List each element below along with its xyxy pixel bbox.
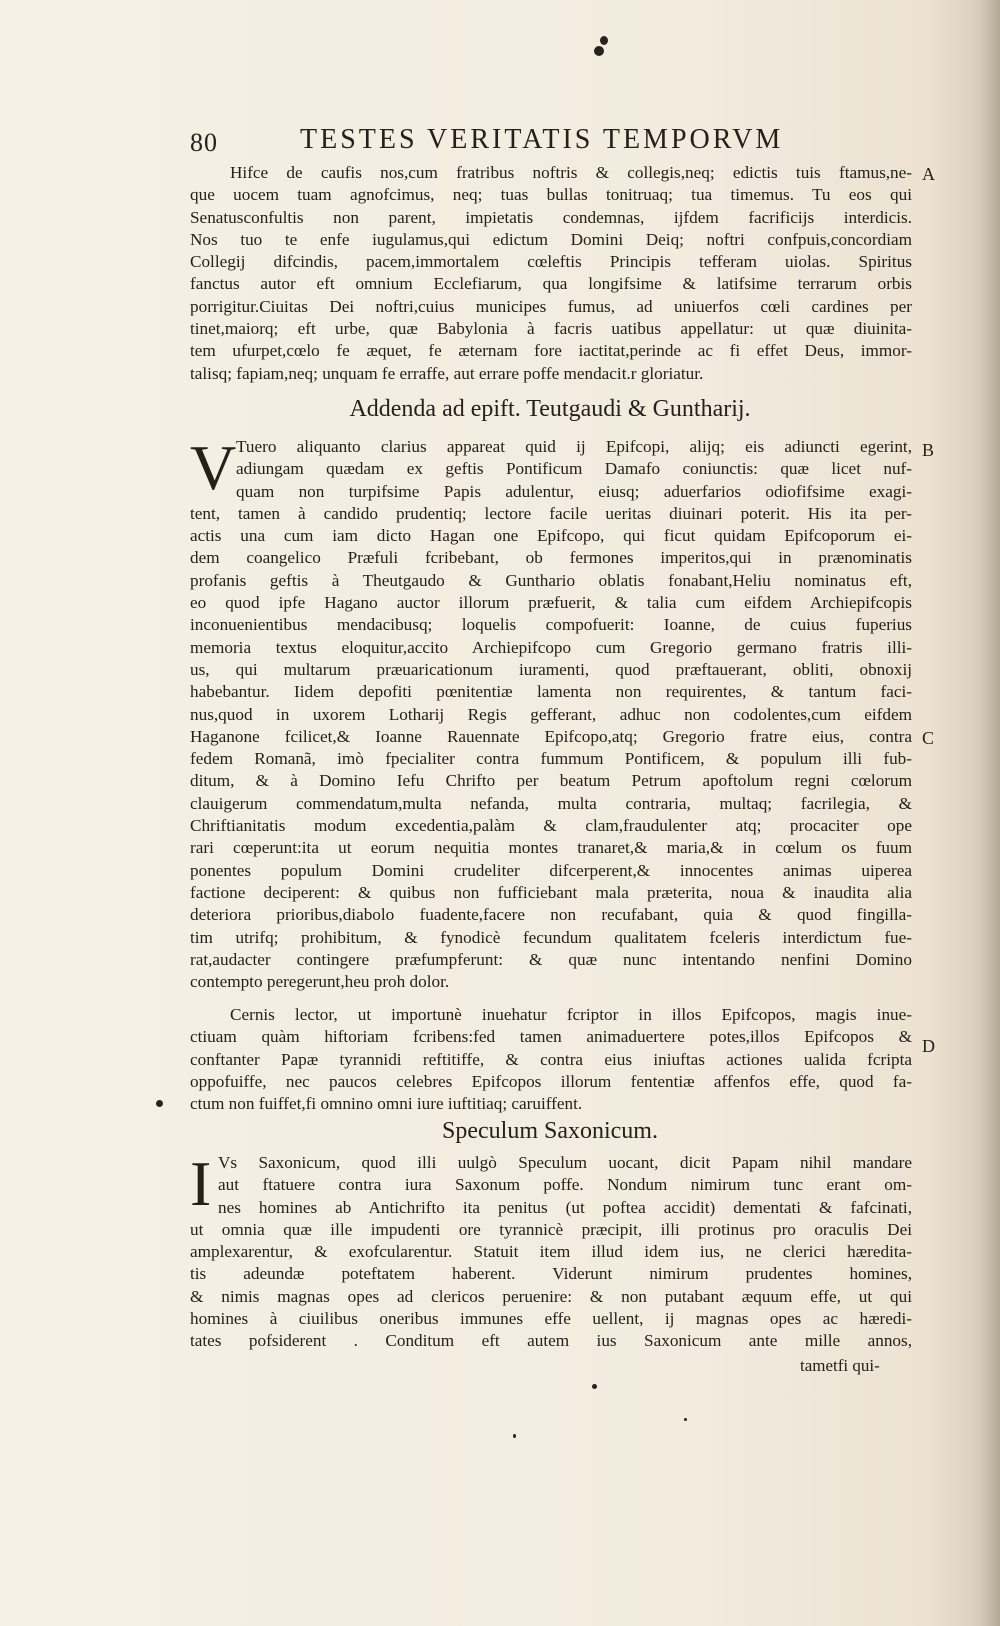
paragraph-2 [190, 432, 912, 993]
text-line: ponentes populum Domini crudeliter difcerperent,& innocentes animas uiperea [190, 860, 912, 880]
text-line: & nimis magnas opes ad clericos peruenire: & non putabant æquum effe, ut qui [190, 1286, 912, 1306]
text-line: Nos tuo te enfe iugulamus,qui edictum Domini Deiq; noftri confpuis,concordiam [190, 229, 912, 249]
page-number: 80 [190, 128, 218, 157]
text-line: us, qui multarum præuaricationum iuramenti, quod præftauerant, obliti, obnoxij [190, 659, 912, 679]
margin-letter-a: A [922, 164, 935, 184]
text-line: tem ufurpet,cœlo fe æquet, fe æternam fore iactitat,perinde ac fi effet Deus, immor- [190, 341, 912, 361]
ink-speck [684, 1418, 687, 1421]
text-line: rari cœperunt:ita ut eorum nequitia montes tranaret,& maria,& in cœlum os fuum [190, 838, 912, 858]
text-line: oppofuiffe, nec paucos celebres Epifcopos illorum fententiæ affenfos effe, quod fa- [190, 1071, 912, 1091]
text-line: profanis geftis à Theutgaudo & Gunthario oblatis fonabant,Heliu nominatus eft, [190, 570, 912, 590]
margin-letter-d: D [922, 1036, 935, 1056]
text-line: memoria textus eloquitur,accito Archiepifcopo cum Gregorio germano fratris illi- [190, 637, 912, 657]
text-line: nes homines ab Antichrifto ita penitus (ut poftea accidit) dementati & fafcinati, [218, 1197, 912, 1217]
ink-speck [600, 36, 608, 45]
text-line: adiungam quædam ex geftis Pontificum Damafo coniunctis: quæ licet nuf- [236, 459, 912, 479]
text-line: inconuenientibus mendacibusq; loquelis compofuerit: Ioanne, de cuius fuperius [190, 615, 912, 635]
text-line: conftanter Papæ tyrannidi reftitiffe, & contra eius iniuftas actiones ualida fcripta [190, 1049, 912, 1069]
text-line: Senatusconfultis non parent, impietatis condemnas, ijfdem facrificijs interdicis. [190, 207, 912, 227]
text-line: Cernis lector, ut importunè inuehatur fcriptor in illos Epifcopos, magis inue- [230, 1005, 912, 1024]
text-line: tim utrifq; prohibitum, & fynodicè fecundum qualitatem fceleris interdictum fue- [190, 927, 912, 947]
text-line: aut ftatuere contra iura Saxonum poffe. Nondum nimirum tunc erant om- [218, 1175, 912, 1195]
text-line: quam non turpifsime Papis adulentur, eiusq; aduerfarios odiofifsime exagi- [236, 481, 912, 501]
text-line: fanctus autor eft omnium Ecclefiarum, qua longifsime & latifsime terrarum orbis [190, 274, 912, 294]
text-line: clauigerum commendatum,multa nefanda, multa contraria, multaq; facrilegia, & [190, 793, 912, 813]
text-line: homines à ciuilibus oneribus immunes effe uellent, ij magnas opes ac hæredi- [190, 1309, 912, 1329]
paragraph-3 [190, 1004, 912, 1115]
text-line: que uocem tuam agnofcimus, neq; tuas bullas tonitruaq; tua timemus. Tu eos qui [190, 185, 912, 205]
text-line: Haganone fcilicet,& Ioanne Rauennate Epifcopo,atq; Gregorio fratre eius, contra [190, 726, 912, 746]
paragraph-4 [190, 1148, 912, 1353]
ink-speck [156, 1100, 163, 1107]
text-line: actis una cum iam dicto Hagan one Epifcopo, qui ficut quidam Epifcoporum ei- [190, 526, 912, 546]
text-line: dem coangelico Præfuli fcribebant, ob fermones imperitos,qui in prænominatis [190, 548, 912, 568]
margin-letter-b: B [922, 440, 935, 460]
section-heading-speculum: Speculum Saxonicum. [442, 1118, 658, 1144]
drop-cap-v: V [190, 432, 237, 503]
text-line: nus,quod in uxorem Lotharij Regis gefferant, adhuc non codolentes,cum eifdem [190, 704, 912, 724]
ink-speck [594, 46, 604, 56]
ink-speck [592, 1384, 597, 1389]
text-line: Collegij difcindis, pacem,immortalem cœleftis Principis tefferam uiolas. Spiritus [190, 252, 912, 272]
text-line: porrigitur.Ciuitas Dei noftri,cuius municipes fumus, ad uniuerfos cœli cardines per [190, 296, 912, 316]
catchword: tametfi qui- [800, 1356, 880, 1375]
text-line: deteriora prioribus,diabolo fuadente,facere non recufabant, quia & quod fingilla- [190, 905, 912, 925]
text-line: fedem Romanã, imò fpecialiter contra fummum Pontificem, & populum illi fub- [190, 749, 912, 769]
text-line: Hifce de caufis nos,cum fratribus noftris & collegis,neq; edictis tuis ftamus,ne- [230, 163, 912, 182]
text-line: contempto peregerunt,heu proh dolor. [190, 972, 450, 992]
paragraph-1 [190, 162, 912, 385]
page-header [190, 124, 910, 164]
text-line: ut omnia quæ ille impudenti ore tyrannicè præcipit, illi protinus pro oraculis Dei [190, 1219, 912, 1239]
text-line: tent, tamen à candido prudentiq; lectore facile ueritas diuinari poterit. His ita per- [190, 503, 912, 523]
running-title: TESTES VERITATIS TEMPORVM [300, 124, 784, 155]
text-line: Tuero aliquanto clarius appareat quid ij Epifcopi, alijq; eis adiuncti egerint, [236, 437, 912, 456]
text-line: tates pofsiderent . Conditum eft autem ius Saxonicum ante mille annos, [190, 1331, 912, 1351]
page-edge [978, 0, 1000, 1626]
text-line: ctiuam quàm hiftoriam fcribens:fed tamen animaduertere potes,illos Epifcopos & [190, 1027, 912, 1047]
text-line: ditum, & à Domino Iefu Chrifto per beatum Petrum apoftolum regni cœlorum [190, 771, 912, 791]
drop-cap-i: I [190, 1148, 212, 1219]
text-line: eo quod ipfe Hagano auctor illorum præfuerit, & talia cum eifdem Archiepifcopis [190, 593, 912, 613]
text-line: amplexarentur, & exofcularentur. Statuit item illud idem ius, ne clerici hæredita- [190, 1242, 912, 1262]
section-heading-addenda: Addenda ad epift. Teutgaudi & Guntharij. [349, 396, 751, 422]
text-line: Chriftianitatis modum excedentia,palàm & clam,fraudulenter atq; procaciter ope [190, 816, 912, 836]
text-line: tinet,maiorq; eft urbe, quæ Babylonia à facris uatibus appellatur: ut quæ diuinita- [190, 319, 912, 339]
ink-speck [513, 1434, 516, 1438]
text-line: tis adeundæ poteftatem haberent. Viderunt nimirum prudentes homines, [190, 1264, 912, 1284]
text-line: rat,audacter contingere præfumpferunt: & quæ nunc intentando nenfini Domino [190, 949, 912, 969]
text-line: habebantur. Iidem depofiti pœnitentiæ lamenta non requirentes, & tantum faci- [190, 682, 912, 702]
text-line: factione deciperent: & quibus non fufficiebant mala præterita, noua & inaudita alia [190, 882, 912, 902]
text-line: ctum non fuiffet,fi omnino omni iure iuftitiaq; caruiffent. [190, 1094, 583, 1114]
text-line: talisq; fapiam,neq; unquam fe erraffe, aut errare poffe mendacit.r gloriatur. [190, 363, 704, 383]
margin-letter-c: C [922, 728, 935, 748]
text-line: Vs Saxonicum, quod illi uulgò Speculum uocant, dicit Papam nihil mandare [218, 1153, 912, 1172]
